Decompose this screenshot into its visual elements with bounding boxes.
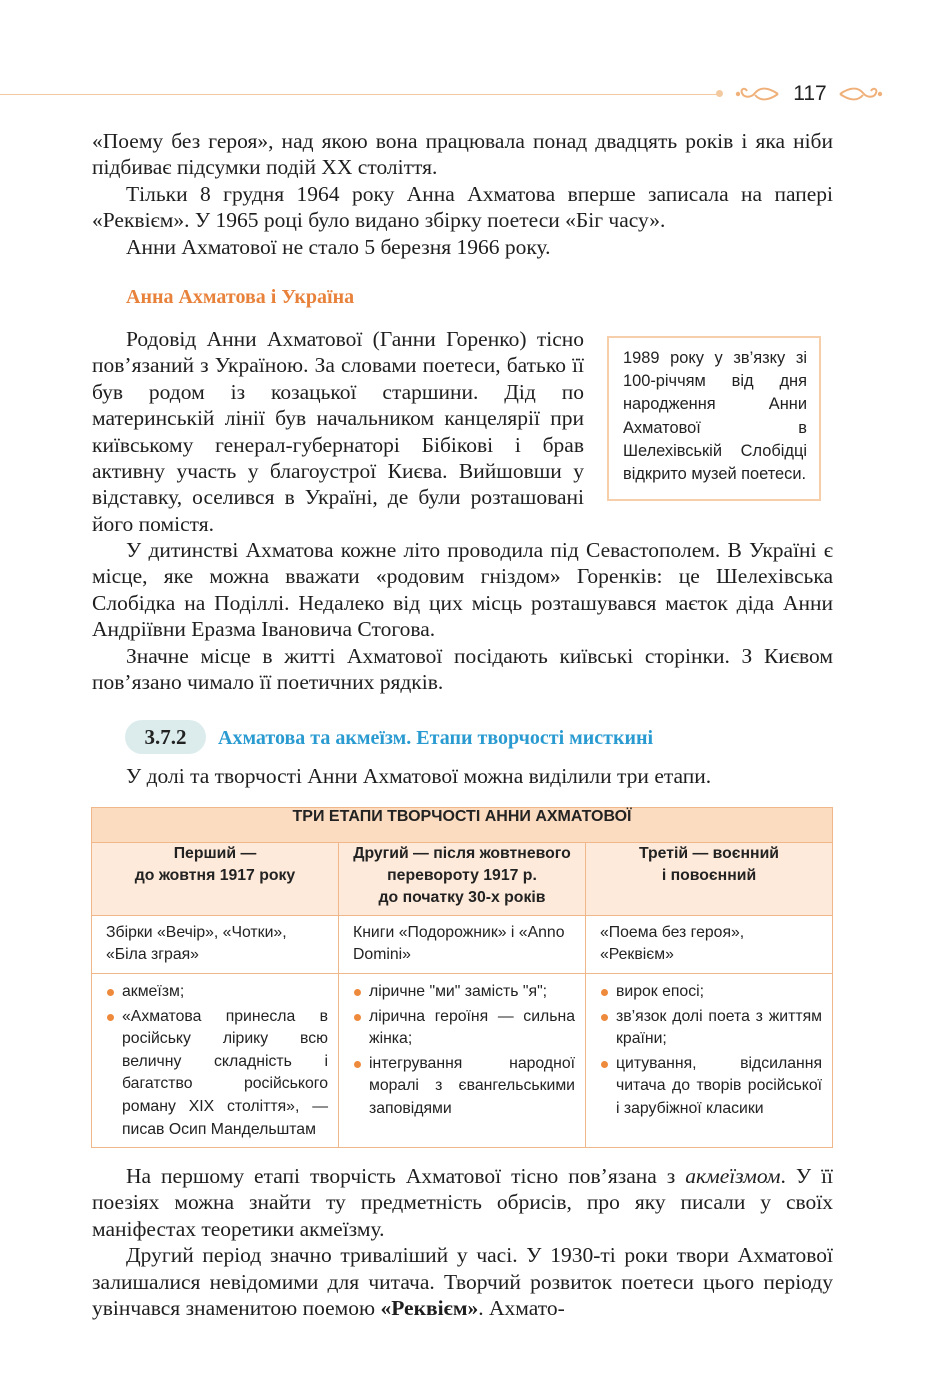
bullet-item: «Ахматова принесла в російську лірику всю величну складність і багатство російського роману XIX століття», — писав Осип Мандельштам	[106, 1006, 328, 1142]
bullet-item: акмеїзм;	[106, 981, 328, 1004]
bullet-item: ліричне "ми" замість "я";	[353, 981, 575, 1004]
paragraph: У долі та творчості Анни Ахматової можна виділили три етапи.	[126, 764, 712, 788]
section-number-badge: 3.7.2	[125, 720, 206, 754]
section-lead	[92, 763, 833, 789]
header-rule	[0, 94, 722, 95]
column-header-3: Третій — воєнний і повоєнний	[586, 843, 833, 916]
paragraph: Значне місце в житті Ахматової посідають київські сторінки. З Києвом пов’язано чимало її поетичних рядків.	[92, 643, 833, 695]
collections-cell: Книги «Подорожник» і «Anno Domini»	[339, 916, 586, 974]
paragraph: На першому етапі творчість Ахматової тісно пов’язана з акмеїзмом. У її поезіях можна знайти ту предметність обрисів, про яку писали у своїх маніфестах теоретики акмеїзму.	[92, 1164, 834, 1241]
title-requiem: «Реквієм»	[380, 1296, 479, 1321]
features-cell	[586, 974, 833, 1148]
collections-cell: «Поема без героя», «Реквієм»	[586, 916, 833, 974]
paragraph: Анни Ахматової не стало 5 березня 1966 року.	[126, 234, 551, 259]
features-cell	[92, 974, 339, 1148]
paragraph: Другий період значно триваліший у часі. У 1930-ті роки твори Ахматової залишалися невідомими для читача. Творчий розвиток поетеси цього періоду увінчався знаменитою поемою «Реквієм». Ахмато-	[92, 1243, 833, 1321]
paragraph: «Поему без героя», над якою вона працювала понад двадцять років і яка ніби підбиває підсумки подій XX століття.	[92, 129, 833, 180]
ukraine-text	[92, 326, 584, 537]
bullet-item: зв’язок долі поета з життям країни;	[600, 1006, 822, 1051]
features-cell	[339, 974, 586, 1148]
bullet-item: лірична героїня — сильна жінка;	[353, 1006, 575, 1051]
section-title: Ахматова та акмеїзм. Етапи творчості мисткині	[218, 727, 654, 749]
table-row	[92, 974, 833, 1148]
bullet-item: цитування, відсилання читача до творів російської і зарубіжної класики	[600, 1053, 822, 1121]
closing-text	[92, 1163, 833, 1321]
collections-cell: Збірки «Вечір», «Чотки», «Біла зграя»	[92, 916, 339, 974]
table-title: ТРИ ЕТАПИ ТВОРЧОСТІ АННИ АХМАТОВОЇ	[92, 808, 833, 843]
sidebar-note: 1989 року у зв’язку зі 100-річчям від дня народження Анни Ахматової в Шелехівській Слобідці відкрито музей поетеси.	[607, 336, 821, 501]
column-header-1: Перший — до жовтня 1917 року	[92, 843, 339, 916]
table-row	[92, 916, 833, 974]
header-rule-end-dot	[716, 90, 723, 97]
bullet-item: інтегрування народної моралі з євангельськими заповідями	[353, 1053, 575, 1121]
stages-table	[91, 807, 833, 1148]
ornament-left-icon	[734, 84, 782, 104]
bullet-item: вирок епосі;	[600, 981, 822, 1004]
term-acmeism: акмеїзмом	[685, 1164, 781, 1188]
subheading: Анна Ахматова і Україна	[126, 286, 355, 308]
paragraph: Родовід Анни Ахматової (Ганни Горенко) тісно пов’язаний з Україною. За словами поетеси, батько її був родом із козацької старшини. Дід по материнській лінії був начальником канцелярії при київському генерал-губернаторі Бібікові і брав активну участь у благоустрої Києва. Вийшовши у відставку, оселився в Україні, де були розташовані його помістя.	[92, 327, 584, 536]
body-text	[92, 537, 833, 695]
ornament-right-icon	[836, 84, 884, 104]
column-header-2: Другий — після жовтневого перевороту 1917 р. до початку 30-х років	[339, 843, 586, 916]
intro-text	[92, 128, 833, 260]
page-number: 117	[793, 82, 827, 105]
paragraph: Тільки 8 грудня 1964 року Анна Ахматова вперше записала на папері «Реквієм». У 1965 році було видано збірку поетеси «Біг часу».	[92, 181, 833, 233]
paragraph: У дитинстві Ахматова кожне літо проводила під Севастополем. В Україні є місце, яке можна вважати «родовим гніздом» Горенків: це Шелехівська Слобідка на Поділлі. Недалеко від цих місць розташувався маєток діда Анни Андріївни Еразма Івановича Стогова.	[92, 538, 833, 642]
